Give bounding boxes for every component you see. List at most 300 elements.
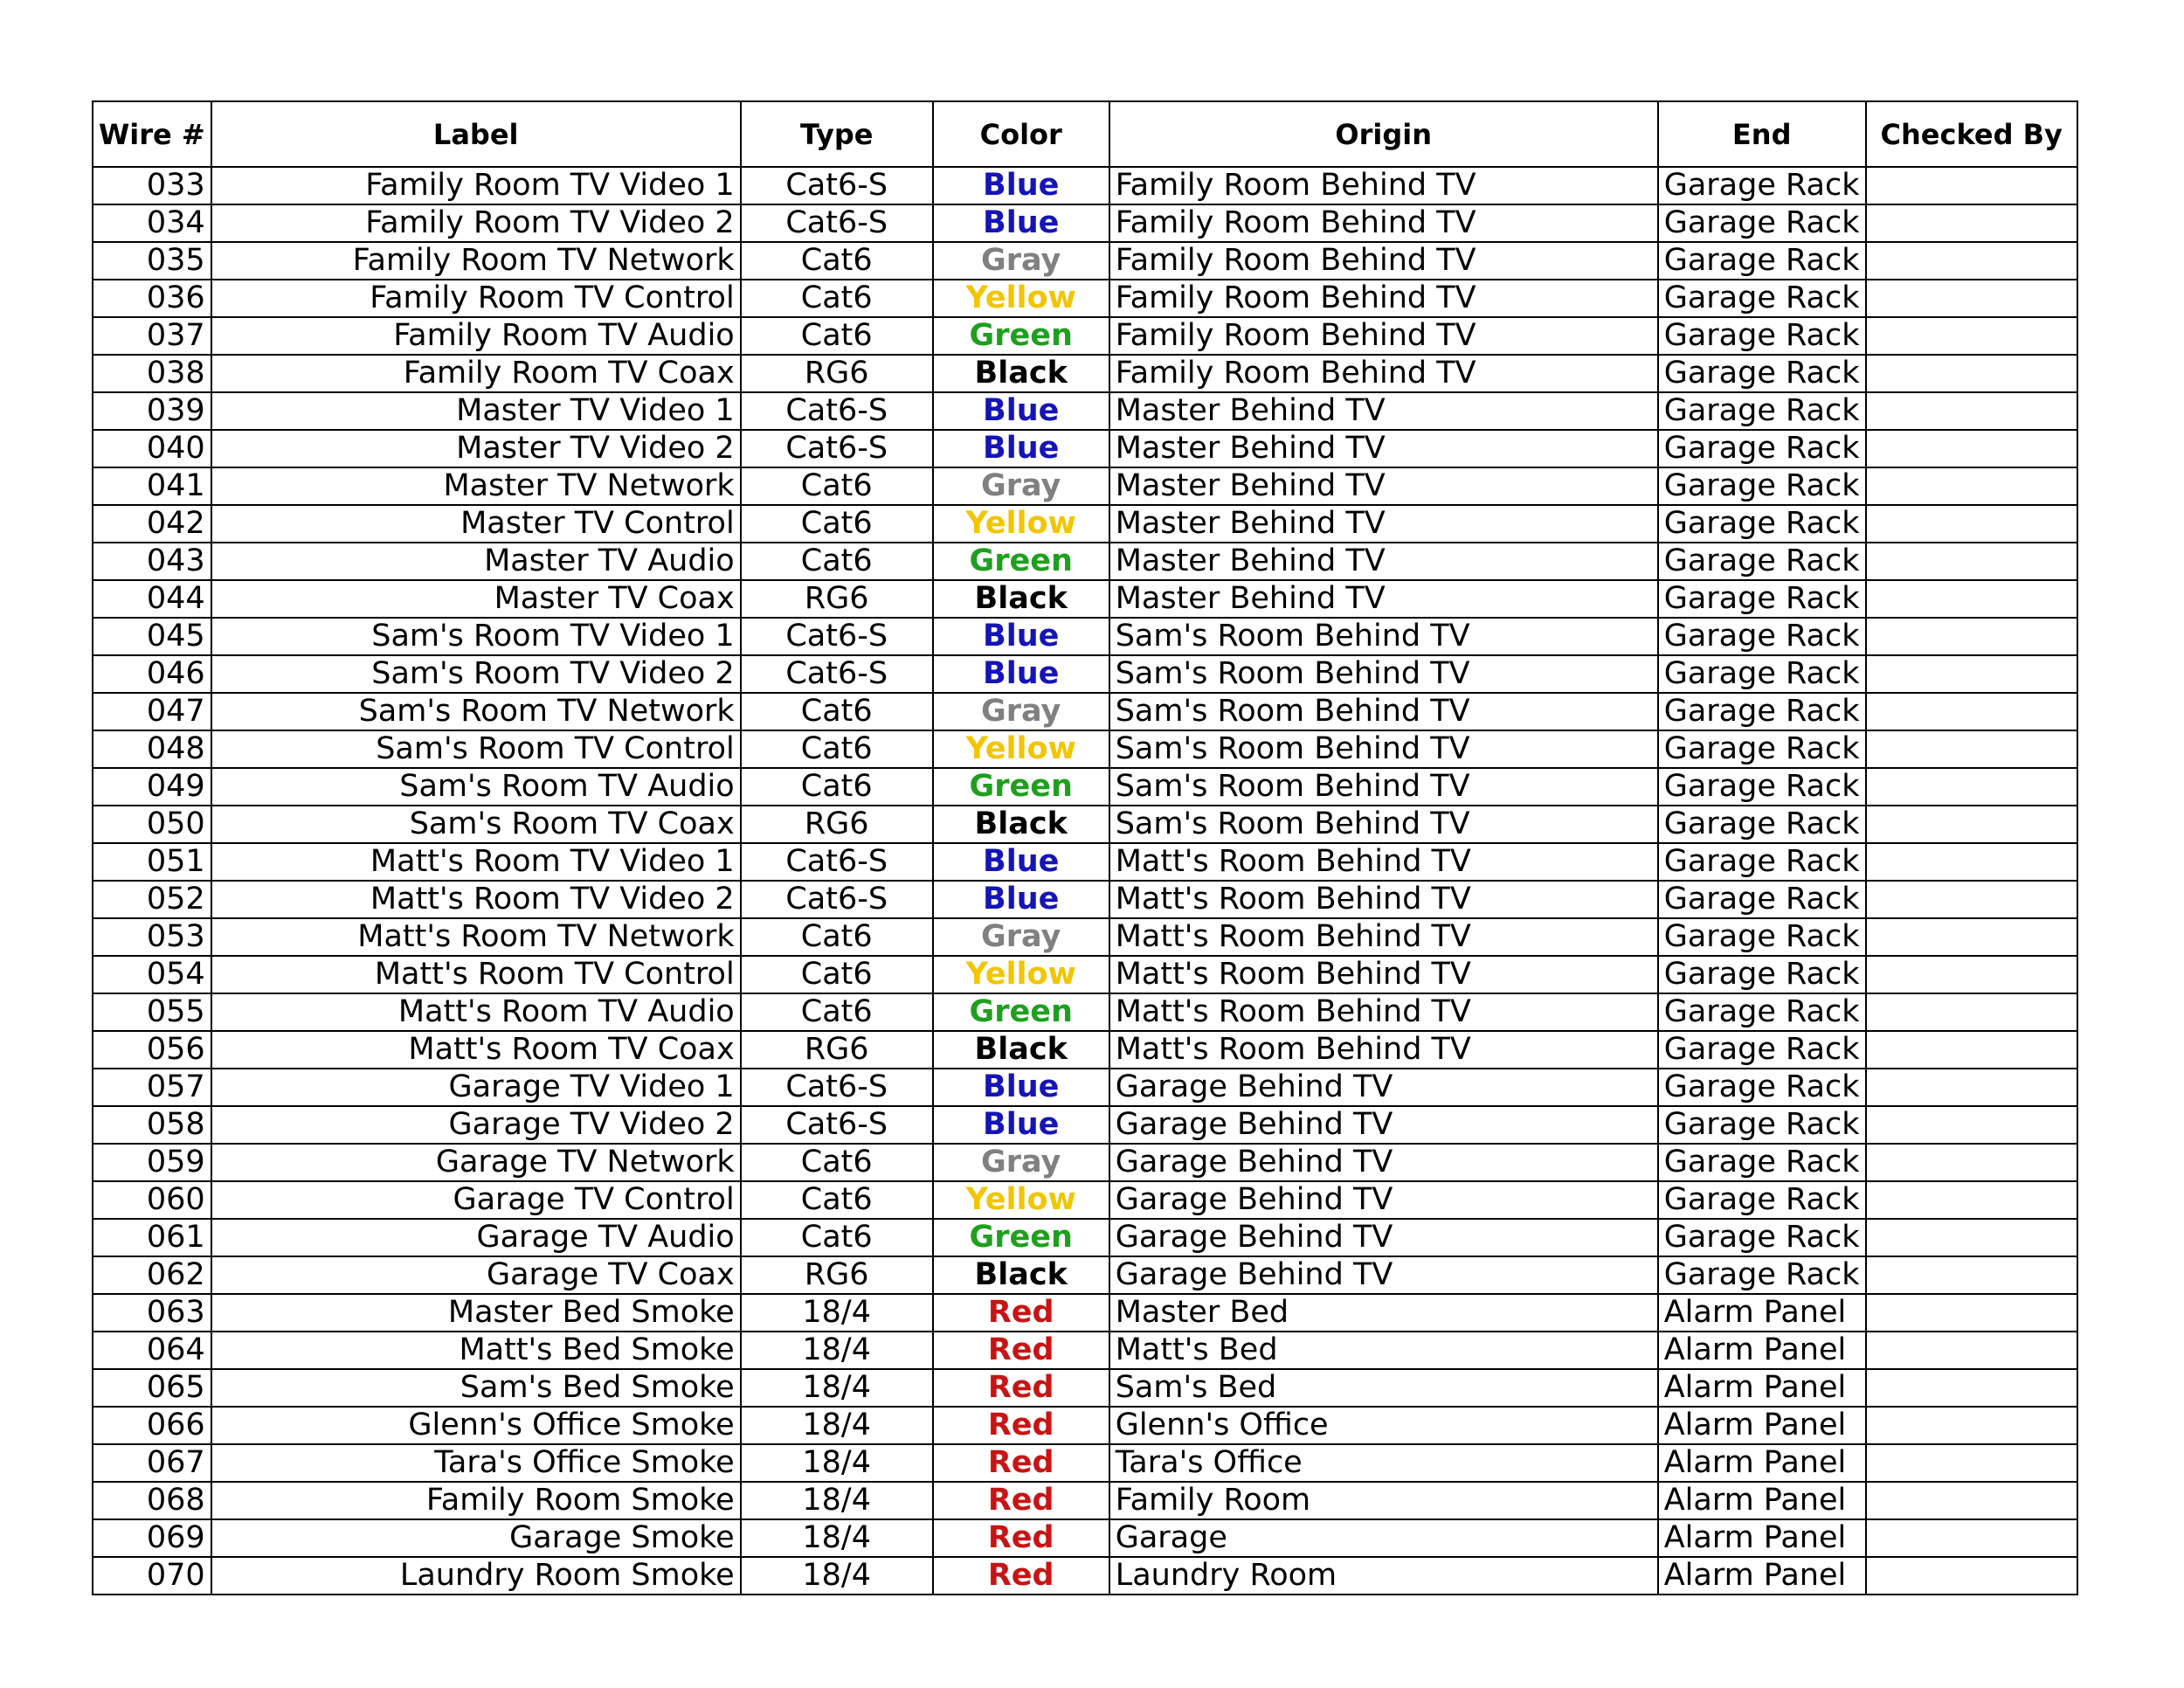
cell-end: Garage Rack xyxy=(1658,467,1866,505)
cell-end: Garage Rack xyxy=(1658,280,1866,317)
cell-checked-by xyxy=(1866,618,2077,655)
cell-end: Alarm Panel xyxy=(1658,1557,1866,1595)
cell-color: Black xyxy=(933,580,1109,618)
cell-wire-number: 060 xyxy=(93,1181,211,1219)
cell-wire-number: 067 xyxy=(93,1444,211,1482)
cell-checked-by xyxy=(1866,505,2077,543)
table-row xyxy=(93,543,2077,580)
table-row xyxy=(93,993,2077,1031)
cell-label: Matt's Room TV Control xyxy=(211,956,741,993)
table-row xyxy=(93,204,2077,242)
table-row xyxy=(93,580,2077,618)
cell-color: Blue xyxy=(933,392,1109,430)
cell-end: Garage Rack xyxy=(1658,430,1866,467)
cell-wire-number: 043 xyxy=(93,543,211,580)
cell-end: Garage Rack xyxy=(1658,1181,1866,1219)
table-body xyxy=(93,167,2077,1595)
cell-color: Red xyxy=(933,1482,1109,1519)
cell-origin: Family Room xyxy=(1109,1482,1658,1519)
cell-label: Master TV Coax xyxy=(211,580,741,618)
cell-origin: Sam's Room Behind TV xyxy=(1109,618,1658,655)
cell-label: Family Room TV Control xyxy=(211,280,741,317)
cell-origin: Family Room Behind TV xyxy=(1109,242,1658,280)
table-row xyxy=(93,956,2077,993)
cell-type: RG6 xyxy=(741,580,933,618)
cell-type: Cat6 xyxy=(741,242,933,280)
cell-checked-by xyxy=(1866,392,2077,430)
cell-checked-by xyxy=(1866,730,2077,768)
cell-checked-by xyxy=(1866,881,2077,918)
cell-end: Garage Rack xyxy=(1658,881,1866,918)
cell-end: Garage Rack xyxy=(1658,1144,1866,1181)
cell-checked-by xyxy=(1866,167,2077,204)
cell-color: Blue xyxy=(933,167,1109,204)
cell-type: 18/4 xyxy=(741,1482,933,1519)
cell-end: Garage Rack xyxy=(1658,1069,1866,1106)
cell-origin: Master Behind TV xyxy=(1109,430,1658,467)
cell-wire-number: 046 xyxy=(93,655,211,693)
cell-checked-by xyxy=(1866,1256,2077,1294)
table-row xyxy=(93,618,2077,655)
table-row xyxy=(93,1369,2077,1407)
cell-wire-number: 045 xyxy=(93,618,211,655)
table-row xyxy=(93,1181,2077,1219)
cell-type: RG6 xyxy=(741,355,933,392)
cell-type: Cat6 xyxy=(741,1181,933,1219)
cell-checked-by xyxy=(1866,1219,2077,1256)
table-row xyxy=(93,1256,2077,1294)
cell-end: Garage Rack xyxy=(1658,355,1866,392)
cell-checked-by xyxy=(1866,1369,2077,1407)
table-row xyxy=(93,1444,2077,1482)
cell-wire-number: 048 xyxy=(93,730,211,768)
cell-color: Gray xyxy=(933,1144,1109,1181)
cell-type: Cat6 xyxy=(741,918,933,956)
table-row xyxy=(93,1106,2077,1144)
cell-checked-by xyxy=(1866,242,2077,280)
table-row xyxy=(93,693,2077,730)
cell-wire-number: 038 xyxy=(93,355,211,392)
cell-wire-number: 058 xyxy=(93,1106,211,1144)
cell-color: Green xyxy=(933,1219,1109,1256)
cell-origin: Master Behind TV xyxy=(1109,580,1658,618)
cell-type: Cat6-S xyxy=(741,881,933,918)
cell-type: Cat6 xyxy=(741,693,933,730)
cell-origin: Laundry Room xyxy=(1109,1557,1658,1595)
cell-label: Master TV Audio xyxy=(211,543,741,580)
cell-end: Garage Rack xyxy=(1658,693,1866,730)
cell-origin: Master Behind TV xyxy=(1109,543,1658,580)
cell-label: Sam's Room TV Audio xyxy=(211,768,741,806)
cell-origin: Sam's Room Behind TV xyxy=(1109,806,1658,843)
cell-origin: Garage Behind TV xyxy=(1109,1181,1658,1219)
cell-wire-number: 035 xyxy=(93,242,211,280)
cell-color: Yellow xyxy=(933,505,1109,543)
cell-origin: Sam's Bed xyxy=(1109,1369,1658,1407)
cell-origin: Master Behind TV xyxy=(1109,505,1658,543)
table-row xyxy=(93,730,2077,768)
table-row xyxy=(93,317,2077,355)
cell-wire-number: 052 xyxy=(93,881,211,918)
cell-label: Family Room TV Video 1 xyxy=(211,167,741,204)
cell-type: Cat6-S xyxy=(741,1106,933,1144)
cell-wire-number: 047 xyxy=(93,693,211,730)
cell-checked-by xyxy=(1866,1106,2077,1144)
header-checked-by: Checked By xyxy=(1866,101,2077,167)
cell-end: Alarm Panel xyxy=(1658,1407,1866,1444)
cell-origin: Garage xyxy=(1109,1519,1658,1557)
cell-wire-number: 065 xyxy=(93,1369,211,1407)
cell-end: Garage Rack xyxy=(1658,768,1866,806)
cell-type: 18/4 xyxy=(741,1294,933,1332)
header-color: Color xyxy=(933,101,1109,167)
cell-color: Green xyxy=(933,993,1109,1031)
cell-wire-number: 056 xyxy=(93,1031,211,1069)
cell-end: Garage Rack xyxy=(1658,317,1866,355)
cell-label: Matt's Bed Smoke xyxy=(211,1332,741,1369)
table-row xyxy=(93,505,2077,543)
cell-checked-by xyxy=(1866,1407,2077,1444)
cell-wire-number: 064 xyxy=(93,1332,211,1369)
cell-color: Red xyxy=(933,1519,1109,1557)
cell-checked-by xyxy=(1866,1557,2077,1595)
cell-label: Family Room TV Video 2 xyxy=(211,204,741,242)
header-row xyxy=(93,101,2077,167)
cell-end: Garage Rack xyxy=(1658,204,1866,242)
table-row xyxy=(93,918,2077,956)
cell-wire-number: 066 xyxy=(93,1407,211,1444)
cell-origin: Sam's Room Behind TV xyxy=(1109,730,1658,768)
cell-type: RG6 xyxy=(741,1031,933,1069)
cell-end: Garage Rack xyxy=(1658,1106,1866,1144)
cell-wire-number: 059 xyxy=(93,1144,211,1181)
cell-end: Alarm Panel xyxy=(1658,1294,1866,1332)
cell-origin: Family Room Behind TV xyxy=(1109,355,1658,392)
cell-color: Gray xyxy=(933,693,1109,730)
cell-label: Sam's Bed Smoke xyxy=(211,1369,741,1407)
cell-label: Laundry Room Smoke xyxy=(211,1557,741,1595)
cell-type: Cat6 xyxy=(741,956,933,993)
table-row xyxy=(93,430,2077,467)
cell-checked-by xyxy=(1866,1144,2077,1181)
cell-color: Black xyxy=(933,1256,1109,1294)
header-origin: Origin xyxy=(1109,101,1658,167)
cell-origin: Family Room Behind TV xyxy=(1109,167,1658,204)
table-row xyxy=(93,1407,2077,1444)
cell-end: Garage Rack xyxy=(1658,580,1866,618)
cell-type: Cat6-S xyxy=(741,430,933,467)
cell-type: Cat6-S xyxy=(741,1069,933,1106)
cell-type: Cat6 xyxy=(741,1144,933,1181)
cell-color: Blue xyxy=(933,655,1109,693)
cell-checked-by xyxy=(1866,1031,2077,1069)
cell-label: Matt's Room TV Audio xyxy=(211,993,741,1031)
cell-origin: Matt's Room Behind TV xyxy=(1109,956,1658,993)
cell-type: Cat6-S xyxy=(741,392,933,430)
cell-type: 18/4 xyxy=(741,1444,933,1482)
cell-checked-by xyxy=(1866,806,2077,843)
header-end: End xyxy=(1658,101,1866,167)
table-row xyxy=(93,1519,2077,1557)
cell-checked-by xyxy=(1866,1294,2077,1332)
cell-end: Garage Rack xyxy=(1658,543,1866,580)
cell-end: Garage Rack xyxy=(1658,730,1866,768)
cell-label: Garage TV Video 2 xyxy=(211,1106,741,1144)
cell-type: Cat6 xyxy=(741,993,933,1031)
cell-origin: Garage Behind TV xyxy=(1109,1219,1658,1256)
cell-type: Cat6 xyxy=(741,505,933,543)
cell-label: Garage Smoke xyxy=(211,1519,741,1557)
cell-color: Yellow xyxy=(933,1181,1109,1219)
cell-color: Yellow xyxy=(933,956,1109,993)
table-row xyxy=(93,768,2077,806)
cell-wire-number: 041 xyxy=(93,467,211,505)
cell-color: Green xyxy=(933,768,1109,806)
cell-checked-by xyxy=(1866,693,2077,730)
cell-color: Blue xyxy=(933,881,1109,918)
cell-label: Sam's Room TV Control xyxy=(211,730,741,768)
cell-checked-by xyxy=(1866,580,2077,618)
cell-label: Garage TV Video 1 xyxy=(211,1069,741,1106)
cell-type: 18/4 xyxy=(741,1369,933,1407)
cell-wire-number: 042 xyxy=(93,505,211,543)
table-row xyxy=(93,392,2077,430)
cell-label: Garage TV Audio xyxy=(211,1219,741,1256)
cell-origin: Master Behind TV xyxy=(1109,392,1658,430)
cell-checked-by xyxy=(1866,1181,2077,1219)
cell-type: Cat6 xyxy=(741,768,933,806)
cell-color: Gray xyxy=(933,242,1109,280)
cell-type: Cat6 xyxy=(741,730,933,768)
cell-color: Blue xyxy=(933,1106,1109,1144)
cell-type: Cat6 xyxy=(741,280,933,317)
cell-end: Garage Rack xyxy=(1658,392,1866,430)
cell-label: Family Room TV Audio xyxy=(211,317,741,355)
cell-checked-by xyxy=(1866,1482,2077,1519)
cell-checked-by xyxy=(1866,956,2077,993)
cell-checked-by xyxy=(1866,280,2077,317)
cell-origin: Family Room Behind TV xyxy=(1109,204,1658,242)
cell-color: Yellow xyxy=(933,280,1109,317)
cell-type: Cat6 xyxy=(741,467,933,505)
cell-checked-by xyxy=(1866,467,2077,505)
cell-origin: Garage Behind TV xyxy=(1109,1256,1658,1294)
header-label: Label xyxy=(211,101,741,167)
cell-origin: Sam's Room Behind TV xyxy=(1109,768,1658,806)
cell-end: Garage Rack xyxy=(1658,918,1866,956)
cell-end: Garage Rack xyxy=(1658,505,1866,543)
table-row xyxy=(93,655,2077,693)
cell-wire-number: 061 xyxy=(93,1219,211,1256)
cell-wire-number: 037 xyxy=(93,317,211,355)
cell-checked-by xyxy=(1866,768,2077,806)
cell-wire-number: 055 xyxy=(93,993,211,1031)
cell-color: Red xyxy=(933,1444,1109,1482)
cell-wire-number: 051 xyxy=(93,843,211,881)
cell-color: Red xyxy=(933,1294,1109,1332)
cell-type: RG6 xyxy=(741,1256,933,1294)
cell-type: RG6 xyxy=(741,806,933,843)
cell-checked-by xyxy=(1866,204,2077,242)
cell-label: Master TV Control xyxy=(211,505,741,543)
cell-wire-number: 040 xyxy=(93,430,211,467)
cell-color: Black xyxy=(933,1031,1109,1069)
cell-origin: Sam's Room Behind TV xyxy=(1109,655,1658,693)
cell-type: 18/4 xyxy=(741,1332,933,1369)
cell-wire-number: 034 xyxy=(93,204,211,242)
cell-origin: Garage Behind TV xyxy=(1109,1069,1658,1106)
cell-wire-number: 050 xyxy=(93,806,211,843)
cell-label: Glenn's Office Smoke xyxy=(211,1407,741,1444)
cell-wire-number: 070 xyxy=(93,1557,211,1595)
table-row xyxy=(93,806,2077,843)
table-row xyxy=(93,1069,2077,1106)
cell-origin: Family Room Behind TV xyxy=(1109,280,1658,317)
cell-color: Blue xyxy=(933,618,1109,655)
cell-wire-number: 039 xyxy=(93,392,211,430)
cell-type: Cat6 xyxy=(741,543,933,580)
cell-end: Garage Rack xyxy=(1658,1031,1866,1069)
cell-type: 18/4 xyxy=(741,1407,933,1444)
table-row xyxy=(93,1219,2077,1256)
cell-label: Sam's Room TV Video 1 xyxy=(211,618,741,655)
cell-wire-number: 062 xyxy=(93,1256,211,1294)
table-row xyxy=(93,1144,2077,1181)
cell-wire-number: 054 xyxy=(93,956,211,993)
table-row xyxy=(93,881,2077,918)
cell-checked-by xyxy=(1866,1332,2077,1369)
table-row xyxy=(93,1031,2077,1069)
cell-wire-number: 036 xyxy=(93,280,211,317)
cell-color: Red xyxy=(933,1407,1109,1444)
cell-end: Garage Rack xyxy=(1658,242,1866,280)
cell-checked-by xyxy=(1866,843,2077,881)
cell-wire-number: 057 xyxy=(93,1069,211,1106)
cell-end: Alarm Panel xyxy=(1658,1519,1866,1557)
cell-origin: Sam's Room Behind TV xyxy=(1109,693,1658,730)
cell-checked-by xyxy=(1866,317,2077,355)
cell-color: Black xyxy=(933,806,1109,843)
cell-label: Family Room Smoke xyxy=(211,1482,741,1519)
cell-wire-number: 069 xyxy=(93,1519,211,1557)
cell-label: Tara's Office Smoke xyxy=(211,1444,741,1482)
cell-type: Cat6-S xyxy=(741,167,933,204)
cell-origin: Glenn's Office xyxy=(1109,1407,1658,1444)
cell-type: Cat6-S xyxy=(741,204,933,242)
cell-end: Alarm Panel xyxy=(1658,1369,1866,1407)
cell-label: Master Bed Smoke xyxy=(211,1294,741,1332)
cell-color: Gray xyxy=(933,918,1109,956)
cell-origin: Matt's Room Behind TV xyxy=(1109,1031,1658,1069)
cell-type: Cat6 xyxy=(741,317,933,355)
cell-wire-number: 053 xyxy=(93,918,211,956)
cell-end: Garage Rack xyxy=(1658,806,1866,843)
cell-label: Sam's Room TV Network xyxy=(211,693,741,730)
cell-end: Garage Rack xyxy=(1658,993,1866,1031)
cell-type: Cat6-S xyxy=(741,843,933,881)
cell-label: Matt's Room TV Network xyxy=(211,918,741,956)
table-row xyxy=(93,1294,2077,1332)
table-row xyxy=(93,843,2077,881)
cell-origin: Family Room Behind TV xyxy=(1109,317,1658,355)
wire-schedule-table xyxy=(92,100,2078,1595)
table-row xyxy=(93,280,2077,317)
cell-type: Cat6-S xyxy=(741,655,933,693)
cell-end: Garage Rack xyxy=(1658,1256,1866,1294)
cell-label: Family Room TV Network xyxy=(211,242,741,280)
cell-label: Matt's Room TV Video 1 xyxy=(211,843,741,881)
cell-color: Red xyxy=(933,1557,1109,1595)
cell-label: Sam's Room TV Coax xyxy=(211,806,741,843)
cell-label: Master TV Video 2 xyxy=(211,430,741,467)
cell-origin: Tara's Office xyxy=(1109,1444,1658,1482)
table-row xyxy=(93,1482,2077,1519)
cell-label: Master TV Network xyxy=(211,467,741,505)
cell-origin: Matt's Room Behind TV xyxy=(1109,881,1658,918)
cell-end: Alarm Panel xyxy=(1658,1444,1866,1482)
cell-checked-by xyxy=(1866,1444,2077,1482)
cell-end: Alarm Panel xyxy=(1658,1482,1866,1519)
header-wire: Wire # xyxy=(93,101,211,167)
cell-color: Green xyxy=(933,317,1109,355)
cell-label: Sam's Room TV Video 2 xyxy=(211,655,741,693)
cell-color: Red xyxy=(933,1369,1109,1407)
cell-label: Master TV Video 1 xyxy=(211,392,741,430)
cell-type: Cat6-S xyxy=(741,618,933,655)
cell-label: Family Room TV Coax xyxy=(211,355,741,392)
cell-label: Garage TV Coax xyxy=(211,1256,741,1294)
cell-end: Garage Rack xyxy=(1658,167,1866,204)
cell-checked-by xyxy=(1866,1069,2077,1106)
cell-end: Garage Rack xyxy=(1658,843,1866,881)
cell-type: Cat6 xyxy=(741,1219,933,1256)
cell-label: Matt's Room TV Video 2 xyxy=(211,881,741,918)
cell-checked-by xyxy=(1866,1519,2077,1557)
cell-checked-by xyxy=(1866,543,2077,580)
cell-checked-by xyxy=(1866,993,2077,1031)
cell-end: Garage Rack xyxy=(1658,1219,1866,1256)
cell-wire-number: 044 xyxy=(93,580,211,618)
cell-wire-number: 068 xyxy=(93,1482,211,1519)
table-row xyxy=(93,1557,2077,1595)
cell-type: 18/4 xyxy=(741,1557,933,1595)
cell-wire-number: 049 xyxy=(93,768,211,806)
cell-type: 18/4 xyxy=(741,1519,933,1557)
cell-origin: Matt's Room Behind TV xyxy=(1109,993,1658,1031)
cell-color: Black xyxy=(933,355,1109,392)
cell-checked-by xyxy=(1866,655,2077,693)
cell-end: Garage Rack xyxy=(1658,655,1866,693)
cell-wire-number: 033 xyxy=(93,167,211,204)
table-row xyxy=(93,467,2077,505)
cell-color: Blue xyxy=(933,843,1109,881)
cell-end: Garage Rack xyxy=(1658,618,1866,655)
header-type: Type xyxy=(741,101,933,167)
cell-end: Alarm Panel xyxy=(1658,1332,1866,1369)
cell-checked-by xyxy=(1866,430,2077,467)
cell-color: Yellow xyxy=(933,730,1109,768)
cell-label: Matt's Room TV Coax xyxy=(211,1031,741,1069)
cell-origin: Garage Behind TV xyxy=(1109,1106,1658,1144)
cell-label: Garage TV Network xyxy=(211,1144,741,1181)
cell-origin: Master Behind TV xyxy=(1109,467,1658,505)
table-row xyxy=(93,355,2077,392)
cell-checked-by xyxy=(1866,355,2077,392)
cell-origin: Matt's Room Behind TV xyxy=(1109,918,1658,956)
cell-label: Garage TV Control xyxy=(211,1181,741,1219)
table-row xyxy=(93,167,2077,204)
cell-color: Green xyxy=(933,543,1109,580)
